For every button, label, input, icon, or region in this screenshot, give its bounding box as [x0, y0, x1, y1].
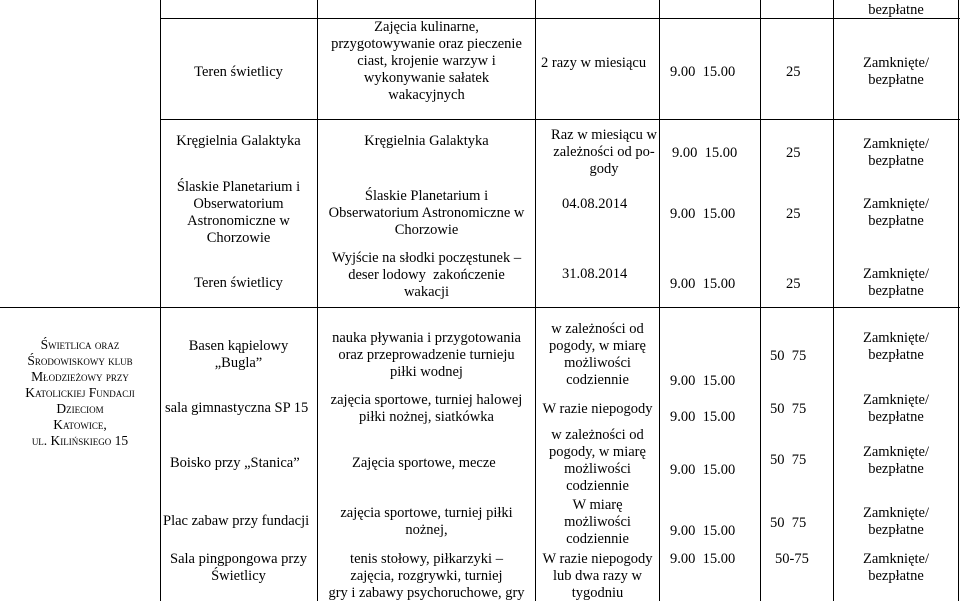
hours-cell: 9.00 15.00	[670, 551, 736, 567]
place-cell: Basen kąpielowy „Bugla”	[188, 338, 289, 371]
participants-cell: 50 75	[770, 401, 807, 417]
activity-cell: Zajęcia sportowe, mecze	[352, 455, 496, 471]
hours-cell: 9.00 15.00	[672, 145, 738, 161]
hours-cell: 9.00 15.00	[670, 462, 736, 478]
frequency-cell: Raz w miesiącu w zależności od po- gody	[551, 127, 657, 177]
activity-cell: Zajęcia kulinarne, przygotowywanie oraz pieczenie ciast, krojenie warzyw i wykonywanie sałatek wakacyjnych	[331, 19, 522, 103]
activity-cell: zajęcia sportowe, turniej halowej piłki nożnej, siatkówka	[330, 392, 523, 425]
frequency-cell: W razie niepogody	[542, 401, 653, 417]
activity-cell: nauka pływania i przygotowania oraz przeprowadzenie turnieju piłki wodnej	[332, 330, 521, 380]
place-cell: sala gimnastyczna SP 15	[165, 400, 309, 416]
status-cell: Zamknięte/ bezpłatne	[862, 392, 930, 425]
frequency-cell: w zależności od pogody, w miarę możliwości codziennie	[549, 321, 646, 388]
activity-cell: Ślaskie Planetarium i Obserwatorium Astronomiczne w Chorzowie	[328, 188, 525, 238]
place-cell: Ślaskie Planetarium i Obserwatorium Astronomiczne w Chorzowie	[176, 179, 301, 246]
place-cell: Teren świetlicy	[194, 64, 283, 80]
col-divider-3	[659, 0, 660, 601]
frequency-cell: W miarę możliwości codziennie	[564, 497, 631, 547]
participants-cell: 50 75	[770, 515, 807, 531]
activity-cell: Wyjście na słodki poczęstunek – deser lodowy zakończenie wakacji	[331, 250, 522, 300]
prev-status-tail: bezpłatne	[868, 2, 924, 18]
frequency-cell: w zależności od pogody, w miarę możliwości codziennie	[549, 427, 646, 494]
place-cell: Kręgielnia Galaktyka	[176, 133, 301, 149]
frequency-cell: W razie niepogody lub dwa razy w tygodniu	[542, 551, 653, 601]
participants-cell: 50-75	[775, 551, 809, 567]
participants-cell: 25	[786, 206, 801, 222]
row-divider-2	[0, 307, 960, 308]
frequency-cell: 2 razy w miesiącu	[541, 55, 647, 71]
hours-cell: 9.00 15.00	[670, 206, 736, 222]
participants-cell: 25	[786, 64, 801, 80]
participants-cell: 25	[786, 276, 801, 292]
date-cell: 31.08.2014	[562, 266, 628, 282]
col-divider-6	[958, 0, 959, 601]
activity-cell: Kręgielnia Galaktyka	[364, 133, 489, 149]
place-cell: Plac zabaw przy fundacji	[163, 513, 310, 529]
status-cell: Zamknięte/ bezpłatne	[862, 444, 930, 477]
hours-cell: 9.00 15.00	[670, 276, 736, 292]
status-cell: Zamknięte/ bezpłatne	[862, 55, 930, 88]
hours-cell: 9.00 15.00	[670, 523, 736, 539]
col-divider-4	[760, 0, 761, 601]
place-cell: Sala pingpongowa przy Świetlicy	[170, 551, 307, 584]
status-cell: Zamknięte/ bezpłatne	[862, 551, 930, 584]
status-cell: Zamknięte/ bezpłatne	[862, 505, 930, 538]
activity-cell: zajęcia sportowe, turniej piłki nożnej,	[340, 505, 513, 538]
organization-cell: Świetlica oraz Środowiskowy klub Młodzieżowy przy Katolickiej Fundacji Dzieciom Katowice, ul. Kilińskiego 15	[25, 337, 135, 448]
date-cell: 04.08.2014	[562, 196, 628, 212]
status-cell: Zamknięte/ bezpłatne	[862, 330, 930, 363]
participants-cell: 25	[786, 145, 801, 161]
hours-cell: 9.00 15.00	[670, 409, 736, 425]
place-cell: Boisko przy „Stanica”	[170, 455, 300, 471]
row-divider-1	[160, 119, 960, 120]
status-cell: Zamknięte/ bezpłatne	[862, 266, 930, 299]
hours-cell: 9.00 15.00	[670, 64, 736, 80]
participants-cell: 50 75	[770, 348, 807, 364]
activity-cell: tenis stołowy, piłkarzyki – zajęcia, rozgrywki, turniej gry i zabawy psychoruchowe, gry	[328, 551, 525, 601]
participants-cell: 50 75	[770, 452, 807, 468]
status-cell: Zamknięte/ bezpłatne	[862, 196, 930, 229]
status-cell: Zamknięte/ bezpłatne	[862, 136, 930, 169]
place-cell: Teren świetlicy	[194, 275, 283, 291]
col-divider-0	[160, 0, 161, 601]
hours-cell: 9.00 15.00	[670, 373, 736, 389]
